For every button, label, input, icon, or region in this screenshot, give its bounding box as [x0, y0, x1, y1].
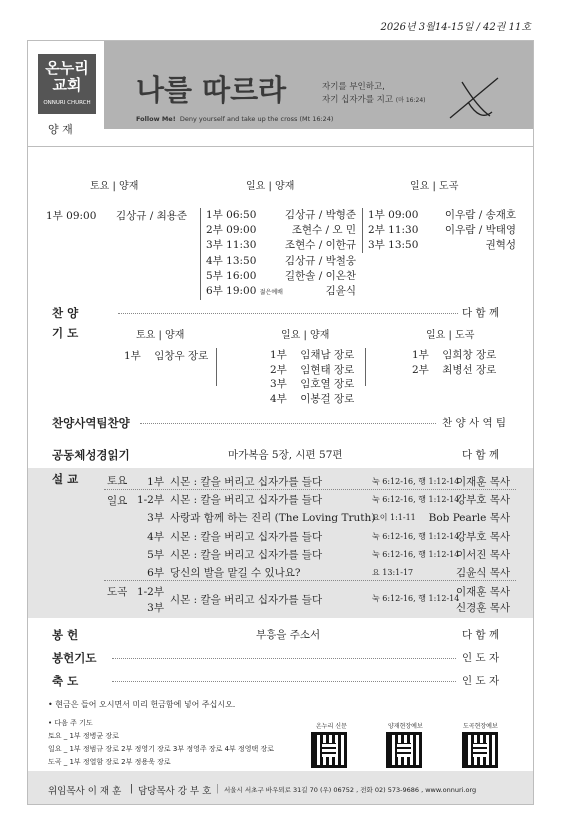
list-item: 김윤식 목사 — [455, 567, 510, 580]
next-week-prayer — [48, 717, 274, 769]
reading-value: 다 함 께 — [462, 449, 500, 461]
dogok-service-times — [368, 208, 418, 254]
list-item: 당신의 발을 맡길 수 있나요? — [170, 567, 301, 580]
list-item: 김상규 / 박철웅 — [284, 254, 356, 267]
sun-service-head: 일요 | 양재 — [246, 181, 295, 192]
sermon-sat-label: 토요 — [107, 475, 128, 487]
list-item: 조현수 / 이한규 — [284, 239, 356, 252]
list-item: 눅 6:12-16, 행 1:12-14 — [372, 549, 460, 559]
list-item: 1-2부 — [136, 586, 164, 598]
choir-label: 찬양사역팀찬양 — [52, 416, 130, 430]
divider — [216, 348, 217, 386]
cash-note: • 현금은 들어 오시면서 미리 헌금함에 넣어 주십시오. — [48, 700, 236, 709]
sermon-dogok-parts — [128, 584, 164, 616]
prayer-sat-head: 토요 | 양재 — [136, 330, 185, 341]
list-item: 이우람 / 박태영 — [444, 224, 516, 237]
cross-decoration-icon — [440, 72, 504, 128]
sermon-titles — [170, 473, 375, 582]
blessing-value: 인 도 자 — [462, 675, 500, 687]
prayer-sat: 1부 임창우 장로 — [124, 350, 209, 362]
list-item: 1부 임채남 장로 — [270, 349, 355, 361]
sermon-parts — [128, 473, 164, 582]
list-item: 1부 09:00 — [368, 209, 419, 221]
logo-en: ONNURI CHURCH — [43, 100, 91, 106]
sat-service-time: 1부 09:00 — [46, 210, 97, 222]
praise-label: 찬 양 — [52, 306, 79, 320]
list-item: 신경훈 목사 — [455, 602, 510, 614]
offering-value: 다 함 께 — [462, 629, 500, 641]
sun-service-names — [278, 208, 356, 299]
issue-date: 2026년 3월14-15일 / 42권 11호 — [380, 22, 531, 33]
logo-line2: 교회 — [52, 76, 82, 94]
list-item: 1부 임희창 장로 — [412, 349, 497, 361]
qr-code-icon[interactable] — [386, 732, 422, 768]
sermon-dogok-label: 도곡 — [107, 586, 128, 598]
list-item: 3부 — [147, 602, 164, 614]
list-item: 이재훈 목사 — [455, 476, 510, 488]
list-item: 3부 11:30 — [206, 239, 257, 252]
list-item: 1부 — [147, 476, 164, 488]
church-logo — [38, 54, 96, 114]
list-item: 1부 06:50 — [206, 209, 257, 221]
offering-label: 봉 헌 — [52, 628, 79, 642]
footer-address: 서울시 서초구 바우뫼로 31길 70 (우) 06752 , 전화 02) 573-9686 , www.onnuri.org — [224, 786, 477, 794]
list-item: 6부 19:00 젊은예배 — [206, 285, 283, 298]
sermon-dogok-speakers — [428, 584, 510, 616]
list-item: 요이 1:1-11 — [372, 513, 416, 523]
sat-service-names: 김상규 / 최용준 — [116, 210, 188, 222]
footer-sep: | — [130, 783, 134, 794]
dogok-service-names — [436, 208, 516, 254]
list-item: 4부 이봉걸 장로 — [270, 392, 355, 405]
list-item: 5부 16:00 — [206, 269, 257, 282]
list-item: 3부 임호열 장로 — [270, 378, 355, 390]
list-item: 권혁성 — [485, 239, 516, 252]
sermon-label: 설 교 — [52, 472, 79, 486]
list-item: 길한솔 / 이온찬 — [284, 269, 356, 282]
list-item: 3부 13:50 — [368, 239, 419, 252]
prayer-dogok-head: 일요 | 도곡 — [426, 330, 475, 341]
prayer-label: 기 도 — [52, 326, 79, 340]
divider — [200, 208, 201, 300]
logo-line1: 온누리 — [45, 59, 89, 77]
prayer-sun-list — [270, 348, 354, 406]
leader-dots — [118, 313, 458, 314]
qr-label-2: 양재현장예보 — [388, 723, 423, 730]
list-item: 일요 _ 1부 정범규 장로 2부 정영기 장로 3부 정영주 장로 4부 정영택 장로 — [48, 745, 275, 753]
footer-senior: 담당목사 강 부 호 — [138, 786, 212, 797]
reading-passage: 마가복음 5장, 시편 57편 — [228, 449, 343, 461]
leader-dots — [112, 681, 456, 682]
footer-pastor: 위임목사 이 재 훈 — [48, 786, 122, 797]
praise-value: 다 함 께 — [462, 307, 500, 319]
leader-dots — [140, 423, 436, 424]
list-item: 5부 — [147, 548, 164, 561]
offering-song: 부흥을 주소서 — [256, 629, 321, 641]
list-item: 3부 — [147, 512, 164, 525]
list-item: 이서진 목사 — [455, 548, 510, 561]
list-item: 시몬 : 칼을 버리고 십자가를 들다 — [170, 476, 323, 488]
list-item: 이재훈 목사 — [455, 586, 510, 598]
sat-service-head: 토요 | 양재 — [90, 181, 139, 192]
list-item: 시몬 : 칼을 버리고 십자가를 들다 — [170, 530, 323, 543]
list-item: 눅 6:12-16, 행 1:12-14 — [372, 495, 460, 505]
campus-label: 양 재 — [48, 123, 73, 136]
list-item: 눅 6:12-16, 행 1:12-14 — [372, 477, 460, 486]
list-item: 도곡 _ 1부 정열함 장로 2부 정용욱 장로 — [48, 758, 171, 766]
list-item: 강부호 목사 — [455, 494, 510, 507]
sermon-speakers — [428, 473, 510, 582]
list-item: Bob Pearle 목사 — [428, 512, 510, 525]
qr-code-icon[interactable] — [311, 732, 347, 768]
dogok-service-head: 일요 | 도곡 — [410, 181, 459, 192]
theme-sub2: 자기 십자가를 지고 (마 16:24) — [322, 95, 426, 105]
list-item: 2부 11:30 — [368, 224, 419, 237]
divider — [365, 348, 366, 386]
list-item: 시몬 : 칼을 버리고 십자가를 들다 — [170, 494, 323, 507]
prayer-dogok-list — [412, 348, 496, 377]
list-item: 조현수 / 오 민 — [291, 224, 356, 237]
list-item: 김상규 / 박형준 — [284, 209, 356, 221]
next-week-head: • 다음 주 기도 — [48, 719, 93, 727]
list-item: 요 13:1-17 — [372, 568, 414, 578]
theme-follow: Follow Me! Deny yourself and take up the cross (Mt 16:24) — [136, 115, 334, 123]
list-item: 2부 최병선 장로 — [412, 363, 497, 376]
prayer-sun-head: 일요 | 양재 — [281, 330, 330, 341]
offering-prayer-label: 봉헌기도 — [52, 651, 97, 665]
sermon-dogok-title: 시몬 : 칼을 버리고 십자가를 들다 — [170, 594, 323, 606]
list-item: 토요 _ 1부 정병균 장로 — [48, 732, 119, 740]
divider — [362, 208, 363, 253]
list-item: 2부 임현태 장로 — [270, 363, 355, 376]
list-item: 시몬 : 칼을 버리고 십자가를 들다 — [170, 548, 323, 561]
sun-service-times — [206, 208, 283, 300]
offering-prayer-value: 인 도 자 — [462, 652, 500, 664]
blessing-label: 축 도 — [52, 674, 79, 688]
list-item: 눅 6:12-16, 행 1:12-14 — [372, 531, 460, 541]
theme-title: 나를 따르라 — [136, 73, 287, 107]
list-item: 강부호 목사 — [455, 530, 510, 543]
list-item: 4부 13:50 — [206, 254, 257, 267]
list-item: 4부 — [147, 530, 164, 543]
list-item: 6부 — [147, 567, 164, 580]
sermon-sun-label: 일요 — [107, 495, 128, 507]
list-item: 김윤식 — [325, 285, 356, 298]
theme-sub1: 자기를 부인하고, — [322, 82, 385, 92]
list-item: 2부 09:00 — [206, 224, 257, 237]
leader-dots — [112, 658, 456, 659]
choir-value: 찬 양 사 역 팀 — [442, 417, 507, 429]
sermon-dogok-ref: 눅 6:12-16, 행 1:12-14 — [372, 594, 460, 603]
list-item: 1-2부 — [136, 494, 164, 507]
list-item: 사랑과 함께 하는 진리 (The Loving Truth) — [170, 512, 376, 525]
qr-label-3: 도곡현장예보 — [463, 723, 498, 730]
qr-label-1: 온누리 신문 — [316, 723, 347, 730]
qr-code-icon[interactable] — [462, 732, 498, 768]
reading-label: 공동체성경읽기 — [52, 448, 130, 462]
list-item: 이우람 / 송재호 — [444, 209, 516, 221]
